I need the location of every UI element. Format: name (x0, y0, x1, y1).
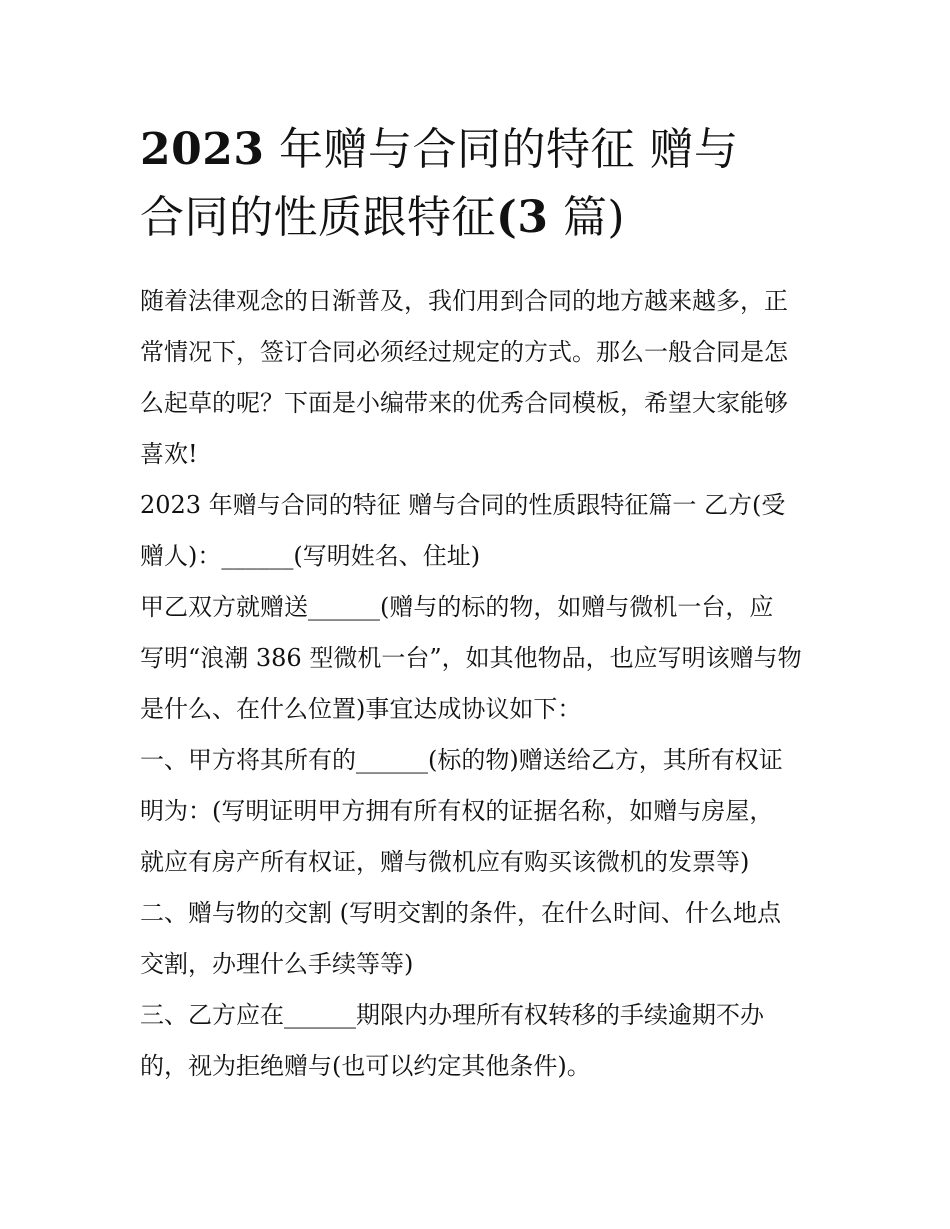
body-line-intro-4: 喜欢! (140, 440, 198, 468)
body-line-gift-3: 是什么、在什么位置)事宜达成协议如下： (140, 695, 582, 723)
title-year: 2023 (140, 124, 265, 175)
title-text-3: 篇) (562, 192, 626, 243)
body-line-clause-1b: 明为：(写明证明甲方拥有所有权的证据名称，如赠与房屋， (140, 797, 774, 825)
title-text-1: 年赠与合同的特征 赠与 (278, 124, 739, 175)
body-line-clause-3a: 三、乙方应在______期限内办理所有权转移的手续逾期不办 (140, 1001, 764, 1029)
body-line-gift-1: 甲乙双方就赠送______(赠与的标的物，如赠与微机一台，应 (140, 593, 774, 621)
title-line-2 (140, 184, 840, 252)
body-line-clause-1a: 一、甲方将其所有的______(标的物)赠送给乙方，其所有权证 (140, 746, 783, 774)
body-line-intro-1: 随着法律观念的日渐普及，我们用到合同的地方越来越多，正 (140, 287, 788, 315)
title-text-2: 合同的性质跟特征 (140, 192, 496, 243)
body-line-intro-3: 么起草的呢？下面是小编带来的优秀合同模板，希望大家能够 (140, 389, 788, 417)
body-line-clause-2b: 交割，办理什么手续等等) (140, 950, 414, 978)
title-count: (3 (496, 192, 549, 243)
body-line-gift-2: 写明“浪潮 386 型微机一台”，如其他物品，也应写明该赠与物 (140, 644, 802, 672)
body-line-clause-1c: 就应有房产所有权证，赠与微机应有购买该微机的发票等) (140, 848, 750, 876)
body-line-intro-2: 常情况下，签订合同必须经过规定的方式。那么一般合同是怎 (140, 338, 788, 366)
title-line-1 (140, 116, 840, 184)
document-title (140, 116, 840, 252)
document-body (140, 276, 830, 1092)
body-line-party-b: 赠人)：______(写明姓名、住址) (140, 542, 481, 570)
body-line-clause-3b: 的，视为拒绝赠与(也可以约定其他条件)。 (140, 1052, 591, 1080)
body-line-clause-2a: 二、赠与物的交割 (写明交割的条件，在什么时间、什么地点 (140, 899, 781, 927)
body-line-section-heading: 2023 年赠与合同的特征 赠与合同的性质跟特征篇一 乙方(受 (140, 491, 786, 519)
